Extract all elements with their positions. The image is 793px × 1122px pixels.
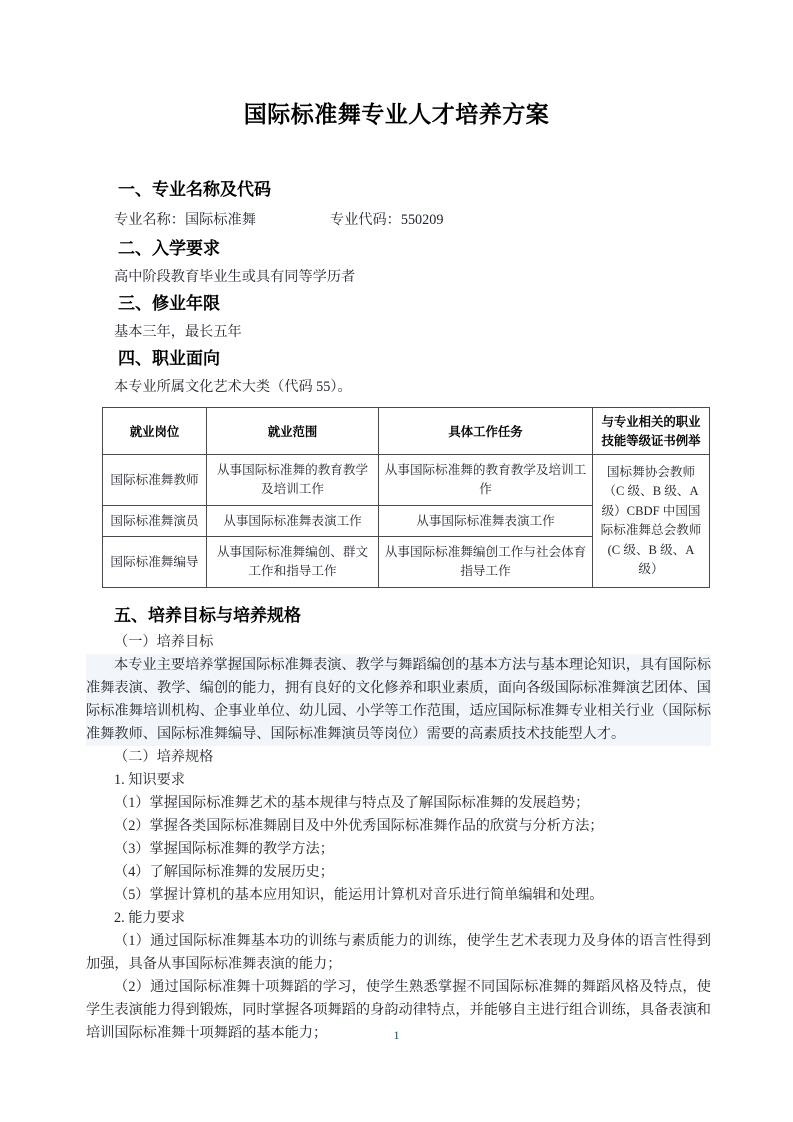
major-name-label: 专业名称： [114,211,185,228]
cell-certificates: 国标舞协会教师（C 级、B 级、A 级）CBDF 中国国际标准舞总会教师(C 级、B 级、A 级） [593,455,710,588]
jobs-table-wrapper [86,403,711,590]
major-name-value: 国际标准舞 [184,211,256,228]
cell-post: 国际标准舞演员 [103,506,207,537]
training-goal-subheading: （一）培养目标 [114,634,214,651]
knowledge-item: （3）掌握国际标准舞的教学方法； [114,841,334,858]
section-heading-1: 一、专业名称及代码 [118,180,271,200]
cell-scope: 从事国际标准舞编创、群文工作和指导工作 [207,537,379,588]
table-header-certificates: 与专业相关的职业技能等级证书例举 [593,408,710,455]
study-duration-text: 基本三年，最长五年 [114,323,242,340]
page-title: 国际标准舞专业人才培养方案 [243,102,550,128]
knowledge-item: （5）掌握计算机的基本应用知识，能运用计算机对音乐进行简单编辑和处理。 [114,887,604,904]
jobs-table [102,407,710,588]
section-heading-5: 五、培养目标与培养规格 [114,606,301,627]
cell-tasks: 从事国际标准舞的教育教学及培训工作 [379,455,593,506]
section-heading-3: 三、修业年限 [118,294,220,314]
knowledge-item: （1）掌握国际标准舞艺术的基本规律与特点及了解国际标准舞的发展趋势； [114,795,590,812]
ability-requirement-heading: 2. 能力要求 [114,910,185,927]
cell-post: 国际标准舞编导 [103,537,207,588]
ability-item: （2）通过国际标准舞十项舞蹈的学习，使学生熟悉掌握不同国际标准舞的舞蹈风格及特点，使学生表演能力得到锻炼，同时掌握各项舞蹈的身韵动律特点，并能够自主进行组合训练，具备表演和培训国际标准舞十项舞蹈的基本能力； [86,979,711,1042]
knowledge-requirement-heading: 1. 知识要求 [114,772,185,789]
cell-scope: 从事国际标准舞表演工作 [207,506,379,537]
training-spec-subheading: （二）培养规格 [114,749,214,766]
cell-tasks: 从事国际标准舞编创工作与社会体育指导工作 [379,537,593,588]
major-code-value: 550209 [400,211,444,228]
table-header-post: 就业岗位 [103,408,207,455]
table-header-tasks: 具体工作任务 [379,408,593,455]
major-name-code-line [86,205,711,238]
training-goal-body: 本专业主要培养掌握国际标准舞表演、教学与舞蹈编创的基本方法与基本理论知识，具有国际标准舞表演、教学、编创的能力，拥有良好的文化修养和职业素质，面向各级国际标准舞演艺团体、国际标准舞培训机构、企事业单位、幼儿园、小学等工作范围，适应国际标准舞专业相关行业（国际标准舞教师、国际标准舞编导、国际标准舞演员等岗位）需要的高素质技术技能型人才。 [86,654,711,746]
major-code-label: 专业代码： [329,211,401,228]
knowledge-item: （4）了解国际标准舞的发展历史； [114,864,334,881]
section-heading-4: 四、职业面向 [118,348,220,369]
table-header-scope: 就业范围 [207,408,379,455]
document-body [86,178,711,1045]
cell-tasks: 从事国际标准舞表演工作 [379,506,593,537]
section-spacer [86,590,711,604]
page-number: 1 [393,1028,400,1042]
section-heading-2: 二、入学要求 [118,239,220,260]
knowledge-item: （2）掌握各类国际标准舞剧目及中外优秀国际标准舞作品的欣赏与分析方法； [114,818,604,835]
occupation-intro-text: 本专业所属文化艺术大类（代码 55）。 [114,379,352,396]
table-row [103,455,710,506]
cell-post: 国际标准舞教师 [103,455,207,506]
entry-requirement-text: 高中阶段教育毕业生或具有同等学历者 [114,269,356,285]
table-header-row [103,408,710,455]
ability-item: （1）通过国际标准舞基本功的训练与素质能力的训练，使学生艺术表现力及身体的语言性得到加强，具备从事国际标准舞表演的能力； [86,933,711,973]
cell-scope: 从事国际标准舞的教育教学及培训工作 [207,455,379,506]
